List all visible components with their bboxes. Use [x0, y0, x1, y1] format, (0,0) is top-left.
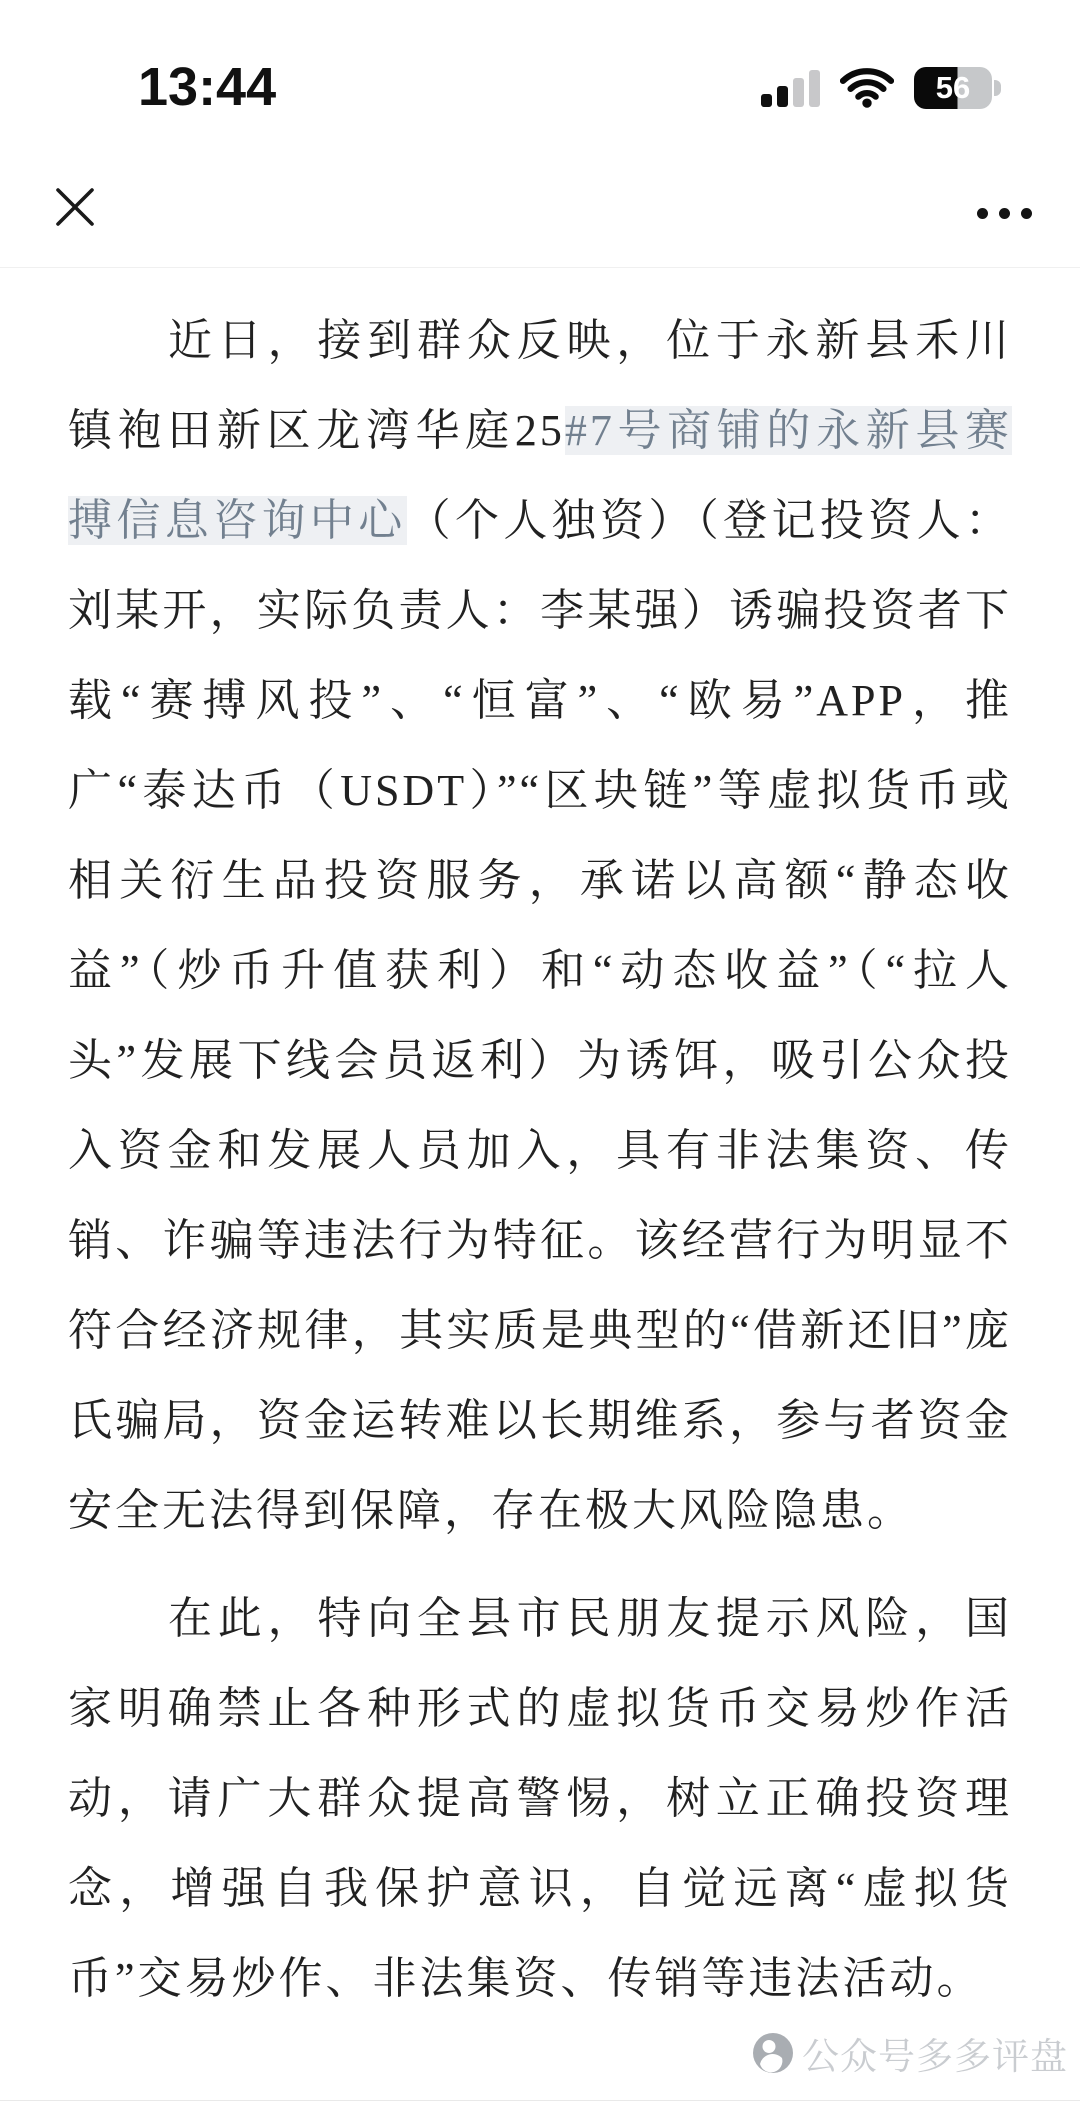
- nav-bar: [0, 140, 1080, 267]
- document-body: [68, 296, 1012, 2024]
- status-bar: [0, 0, 1080, 140]
- more-options-icon[interactable]: [971, 202, 1038, 225]
- watermark: [752, 2026, 1068, 2080]
- status-icons: [761, 60, 992, 116]
- battery-cap: [994, 80, 1001, 96]
- document-paragraph: [68, 296, 1012, 1556]
- wifi-icon: [840, 68, 894, 108]
- document-paragraph: [68, 1574, 1012, 2024]
- watermark-text: 公众号多多评盘: [802, 2036, 1068, 2077]
- paragraph-text: 近日，接到群众反映，位于永新县禾川镇袍田新区龙湾华庭25: [68, 316, 1012, 455]
- paragraph-text: （个人独资）（登记投资人：刘某开，实际负责人：李某强）诱骗投资者下载“赛搏风投”、“恒富”、“欧易”APP，推广“泰达币（USDT）”“区块链”等虚拟货币或相关衍生品投资服务，承诺以高额“静态收益”（炒币升值获利）和“动态收益”（“拉人头”发展下线会员返利）为诱饵，吸引公众投入资金和发展人员加入，具有非法集资、传销、诈骗等违法行为特征。该经营行为明显不符合经济规律，其实质是典型的“借新还旧”庞氏骗局，资金运转难以长期维系，参与者资金安全无法得到保障，存在极大风险隐患。: [68, 496, 1013, 1535]
- cellular-signal-icon: [761, 69, 820, 107]
- battery-percent: 56: [935, 70, 971, 105]
- bottom-divider: [0, 2100, 1080, 2101]
- paragraph-text: 在此，特向全县市民朋友提示风险，国家明确禁止各种形式的虚拟货币交易炒作活动，请广大群众提高警惕，树立正确投资理念，增强自我保护意识，自觉远离“虚拟货币”交易炒作、非法集资、传销等违法活动。: [68, 1594, 1012, 2003]
- status-time: 13:44: [138, 57, 277, 117]
- close-icon[interactable]: [52, 184, 98, 230]
- official-account-icon: [752, 2032, 794, 2074]
- header-divider: [0, 267, 1080, 268]
- business-name-link[interactable]: #7号商铺的永新县赛搏信息咨询中心: [68, 406, 1013, 545]
- battery-icon: [914, 67, 992, 109]
